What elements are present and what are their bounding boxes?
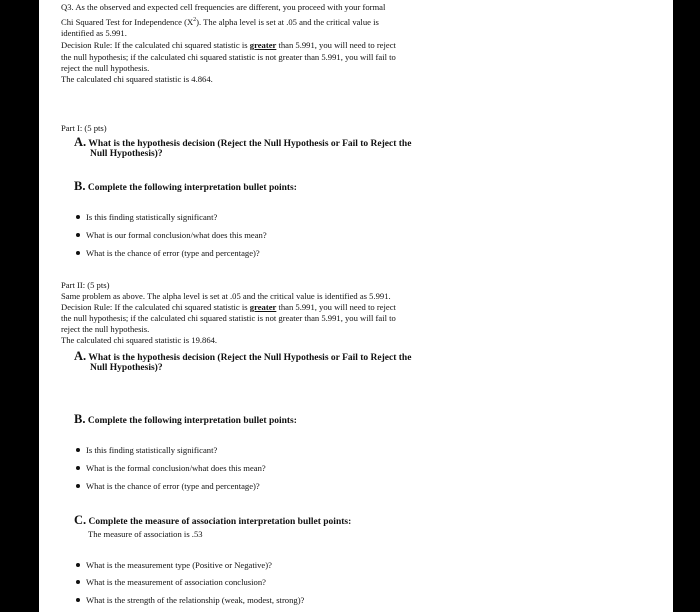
bullet-icon (76, 580, 80, 584)
list-item (76, 248, 260, 259)
q3-line: identified as 5.991. (61, 28, 127, 38)
q3-text: Decision Rule: If the calculated chi squared statistic is (61, 40, 250, 50)
q3-line (61, 15, 379, 27)
part2-line: Same problem as above. The alpha level is set at .05 and the critical value is identified as 5.991. (61, 291, 391, 301)
q3-text: ). The alpha level is set at .05 and the critical value is (196, 16, 379, 27)
part2-line: the null hypothesis; if the calculated chi squared statistic is not greater than 5.991, you will fail to (61, 313, 396, 323)
question-text: What is the hypothesis decision (Reject the Null Hypothesis or Fail to Reject the (88, 139, 412, 149)
q3-line: The calculated chi squared statistic is 4.864. (61, 74, 213, 84)
question-letter: B. (74, 179, 86, 193)
part1-question-a-cont: Null Hypothesis)? (90, 149, 163, 159)
bullet-icon (76, 448, 80, 452)
part2-question-c (74, 514, 351, 528)
bullet-icon (76, 563, 80, 567)
bullet-icon (76, 233, 80, 237)
q3-line (61, 40, 396, 51)
part2-line: reject the null hypothesis. (61, 324, 150, 334)
q3-text: than 5.991, you will need to reject (276, 40, 396, 50)
q3-line: Q3. As the observed and expected cell frequencies are different, you proceed with your formal (61, 2, 386, 12)
list-item (76, 212, 217, 223)
bullet-icon (76, 598, 80, 602)
part2-question-b (74, 413, 297, 427)
list-item (76, 481, 260, 492)
part2-text: than 5.991, you will need to reject (276, 302, 396, 312)
part1-label: Part I: (5 pts) (61, 123, 107, 133)
question-text: What is the hypothesis decision (Reject the Null Hypothesis or Fail to Reject the (88, 353, 412, 363)
bullet-text: What is the chance of error (type and percentage)? (86, 481, 260, 491)
part2-question-a-cont: Null Hypothesis)? (90, 363, 163, 373)
bullet-text: What is the strength of the relationship (weak, modest, strong)? (86, 595, 305, 605)
part1-question-b (74, 180, 297, 194)
bullet-text: What is the measurement of association conclusion? (86, 577, 266, 587)
list-item (76, 463, 266, 474)
list-item (76, 445, 217, 456)
question-text: Complete the measure of association interpretation bullet points: (88, 517, 352, 527)
bullet-icon (76, 466, 80, 470)
document-page (39, 0, 673, 612)
list-item (76, 595, 304, 606)
list-item (76, 577, 266, 588)
q3-text: Chi Squared Test for Independence (X (61, 16, 194, 27)
part2-line (61, 302, 396, 313)
bullet-text: Is this finding statistically significant? (86, 445, 218, 455)
superscript: 2 (193, 17, 197, 23)
question-text: Complete the following interpretation bullet points: (87, 416, 297, 426)
question-letter: A. (74, 349, 87, 363)
question-letter: C. (74, 513, 87, 527)
bullet-text: Is this finding statistically significant? (86, 212, 218, 222)
question-letter: B. (74, 412, 86, 426)
bullet-icon (76, 215, 80, 219)
bullet-text: What is our formal conclusion/what does this mean? (86, 230, 267, 240)
part2-line: The calculated chi squared statistic is 19.864. (61, 335, 218, 345)
question-letter: A. (74, 135, 87, 149)
bullet-text: What is the chance of error (type and percentage)? (86, 248, 260, 258)
bullet-text: What is the formal conclusion/what does this mean? (86, 463, 266, 473)
list-item (76, 230, 267, 241)
q3-line: reject the null hypothesis. (61, 63, 150, 73)
part2-text: Decision Rule: If the calculated chi squared statistic is (61, 302, 250, 312)
greater-emphasis: greater (249, 302, 277, 312)
greater-emphasis: greater (249, 40, 277, 50)
bullet-icon (76, 484, 80, 488)
question-text: Complete the following interpretation bullet points: (87, 183, 297, 193)
part2-label: Part II: (5 pts) (61, 280, 110, 290)
association-value: The measure of association is .53 (88, 529, 203, 539)
bullet-icon (76, 251, 80, 255)
q3-line: the null hypothesis; if the calculated chi squared statistic is not greater than 5.991, you will fail to (61, 52, 396, 62)
bullet-text: What is the measurement type (Positive or Negative)? (86, 560, 272, 570)
list-item (76, 560, 272, 571)
